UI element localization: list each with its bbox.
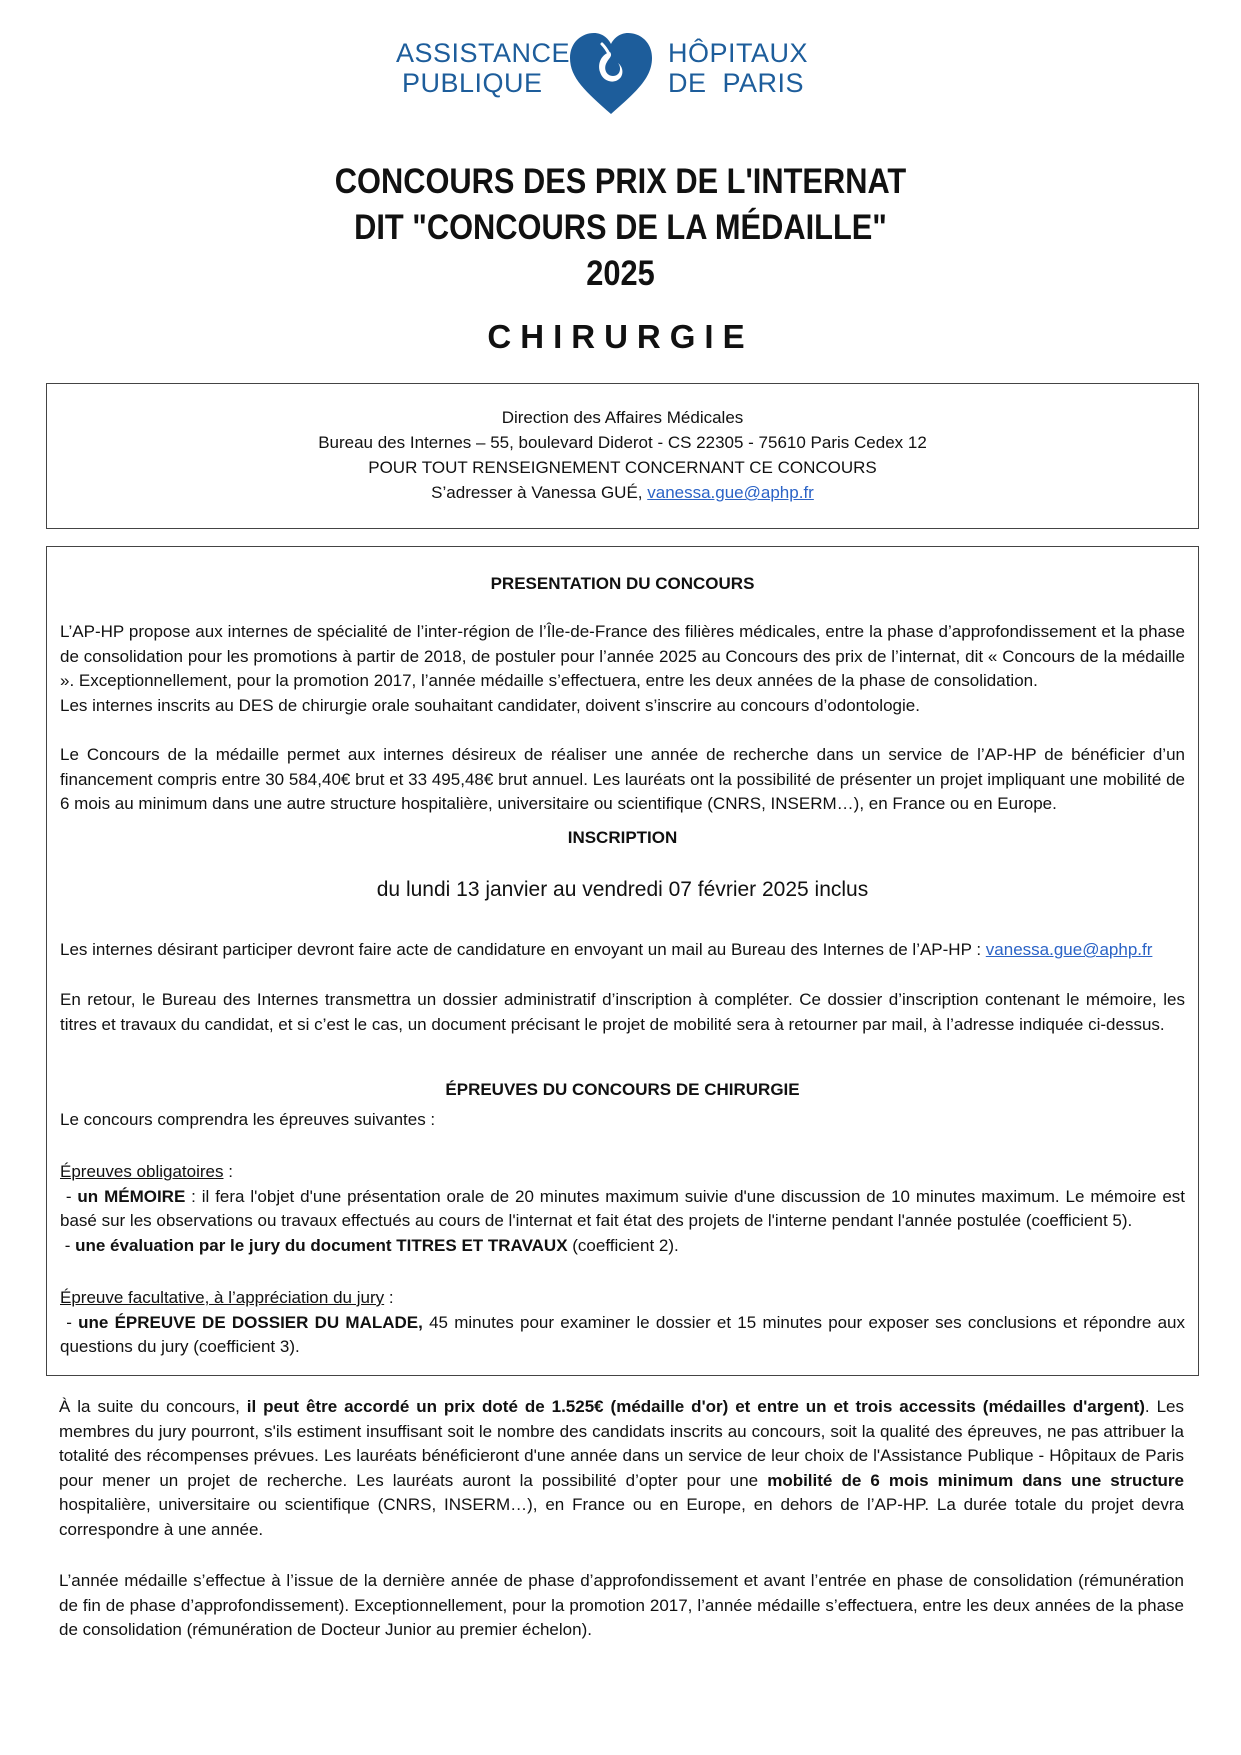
presentation-para1-text: L’AP-HP propose aux internes de spécialité de l’inter-région de l’Île-de-France des filières médicales, entre la phase d’approfondissement et la phase de consolidation pour les promotions à partir de 2018, de postuler pour l’année 2025 au Concours des prix de l’internat, dit « Concours de la médaille ». Exceptionnellement, pour la promotion 2017, l’année médaille s’effectuera, entre les deux années de la phase de consolidation.	[60, 622, 1185, 690]
footer-paragraph-2: L’année médaille s’effectue à l’issue de la dernière année de phase d’approfondissement et avant l’entrée en phase de consolidation (rémunération de fin de phase d’approfondissement). Exceptionnellement, pour la promotion 2017, l’année médaille s’effectuera, entre les deux années de la phase de consolidation (rémunération de Docteur Junior au premier échelon).	[59, 1571, 1184, 1639]
footer-p1-body: . Les membres du jury pourront, s'ils estiment insuffisant soit le nombre des candidats inscrits au concours, soit la qualité des épreuves, ne pas attribuer la totalité des récompenses prévues. Les lauréats bénéficieront d'une année dans un service de leur choix de l'Assistance Publique - Hôpitaux de Paris pour mener un projet de recherche. Les lauréats auront la possibilité d’opter pour une	[59, 1397, 1184, 1490]
title-line-3: 2025	[586, 254, 655, 293]
epreuves-obligatoires	[60, 1160, 1185, 1258]
footer-p1-end: hospitalière, universitaire ou scientifique (CNRS, INSERM…), en France ou en Europe, en dehors de l’AP-HP. La durée totale du projet devra correspondre à une année.	[59, 1495, 1184, 1539]
obligatoires-label: Épreuves obligatoires	[60, 1162, 224, 1181]
logo-text-publique: PUBLIQUE	[402, 68, 543, 98]
aphp-logo	[396, 30, 846, 118]
presentation-box	[46, 546, 1199, 1376]
memoire-label: un MÉMOIRE	[77, 1186, 186, 1206]
memoire-dash: -	[60, 1186, 78, 1206]
facultative-label: Épreuve facultative, à l’appréciation du jury	[60, 1288, 385, 1307]
presentation-paragraph-2: Le Concours de la médaille permet aux internes désireux de réaliser une année de recherche dans un service de l’AP-HP de bénéficier d’un financement compris entre 30 584,40€ brut et 33 495,48€ brut annuel. Les lauréats ont la possibilité de présenter un projet impliquant une mobilité de 6 mois au minimum dans une autre structure hospitalière, universitaire ou scientifique (CNRS, INSERM…), en France ou en Europe.	[60, 745, 1185, 813]
dossier-item	[60, 1311, 1185, 1360]
inscription-para1-text: Les internes désirant participer devront faire acte de candidature en envoyant un mail au Bureau des Internes de l’AP-HP :	[60, 940, 986, 959]
heart-logo-icon	[566, 30, 656, 118]
contact-email-link[interactable]: vanessa.gue@aphp.fr	[647, 483, 814, 502]
speciality-title: CHIRURGIE	[487, 318, 754, 355]
title-line-1: CONCOURS DES PRIX DE L'INTERNAT	[334, 162, 907, 201]
inscription-email-link[interactable]: vanessa.gue@aphp.fr	[985, 940, 1153, 959]
inscription-paragraph-1	[60, 938, 1185, 963]
presentation-heading: PRESENTATION DU CONCOURS	[490, 574, 755, 593]
footer-p1-prize: il peut être accordé un prix doté de 1.525€ (médaille d'or) et entre un et trois accessits (médailles d'argent)	[246, 1397, 1145, 1416]
evaluation-text: (coefficient 2).	[567, 1235, 679, 1255]
presentation-paragraph-1	[60, 620, 1185, 718]
inscription-paragraph-2: En retour, le Bureau des Internes transmettra un dossier administratif d’inscription à compléter. Ce dossier d’inscription contenant le mémoire, les titres et travaux du candidat, et si c’est le cas, un document précisant le projet de mobilité sera à retourner par mail, à l’adresse indiquée ci-dessus.	[60, 990, 1185, 1034]
evaluation-item	[60, 1234, 1185, 1259]
obligatoires-colon: :	[223, 1162, 233, 1181]
contact-info-heading: POUR TOUT RENSEIGNEMENT CONCERNANT CE CONCOURS	[368, 458, 877, 477]
dossier-label: une ÉPREUVE DE DOSSIER DU MALADE,	[78, 1312, 423, 1332]
inscription-heading: INSCRIPTION	[567, 828, 678, 847]
memoire-text: : il fera l'objet d'une présentation orale de 20 minutes maximum suivie d'une discussion de 10 minutes maximum. Le mémoire est basé sur les observations ou travaux effectués au cours de l'internat et fait état des projets de l'interne pendant l'année postulée (coefficient 5).	[60, 1186, 1185, 1230]
logo-text-assistance: ASSISTANCE	[396, 38, 571, 68]
facultative-colon: :	[384, 1288, 394, 1307]
contact-address: Bureau des Internes – 55, boulevard Diderot - CS 22305 - 75610 Paris Cedex 12	[318, 433, 927, 452]
contact-direction: Direction des Affaires Médicales	[501, 408, 744, 427]
inscription-dates: du lundi 13 janvier au vendredi 07 février 2025 inclus	[376, 878, 869, 901]
contact-person-label: S’adresser à Vanessa GUÉ,	[431, 483, 648, 502]
presentation-para1b-text: Les internes inscrits au DES de chirurgie orale souhaitant candidater, doivent s’inscrire au concours d’odontologie.	[60, 695, 920, 715]
dossier-text: 45 minutes pour examiner le dossier et 15 minutes pour exposer ses conclusions et répondre aux questions du jury (coefficient 3).	[60, 1312, 1185, 1356]
logo-text-hopitaux: HÔPITAUX	[668, 38, 809, 68]
epreuves-intro: Le concours comprendra les épreuves suivantes :	[60, 1110, 436, 1129]
epreuves-facultative	[60, 1286, 1185, 1360]
title-line-2: DIT "CONCOURS DE LA MÉDAILLE"	[354, 208, 887, 247]
evaluation-label: une évaluation par le jury du document TITRES ET TRAVAUX	[75, 1235, 568, 1255]
evaluation-dash: -	[60, 1235, 76, 1255]
footer-p1-mobility: mobilité de 6 mois minimum dans une structure	[767, 1470, 1184, 1490]
logo-text-de-paris: DE PARIS	[668, 68, 805, 98]
contact-person	[47, 481, 1198, 505]
epreuves-heading: ÉPREUVES DU CONCOURS DE CHIRURGIE	[445, 1080, 800, 1099]
contact-box	[46, 383, 1199, 529]
memoire-item	[60, 1185, 1185, 1234]
footer-p1-intro: À la suite du concours,	[59, 1397, 247, 1416]
footer-paragraph-1	[59, 1395, 1184, 1542]
dossier-dash: -	[60, 1312, 79, 1332]
